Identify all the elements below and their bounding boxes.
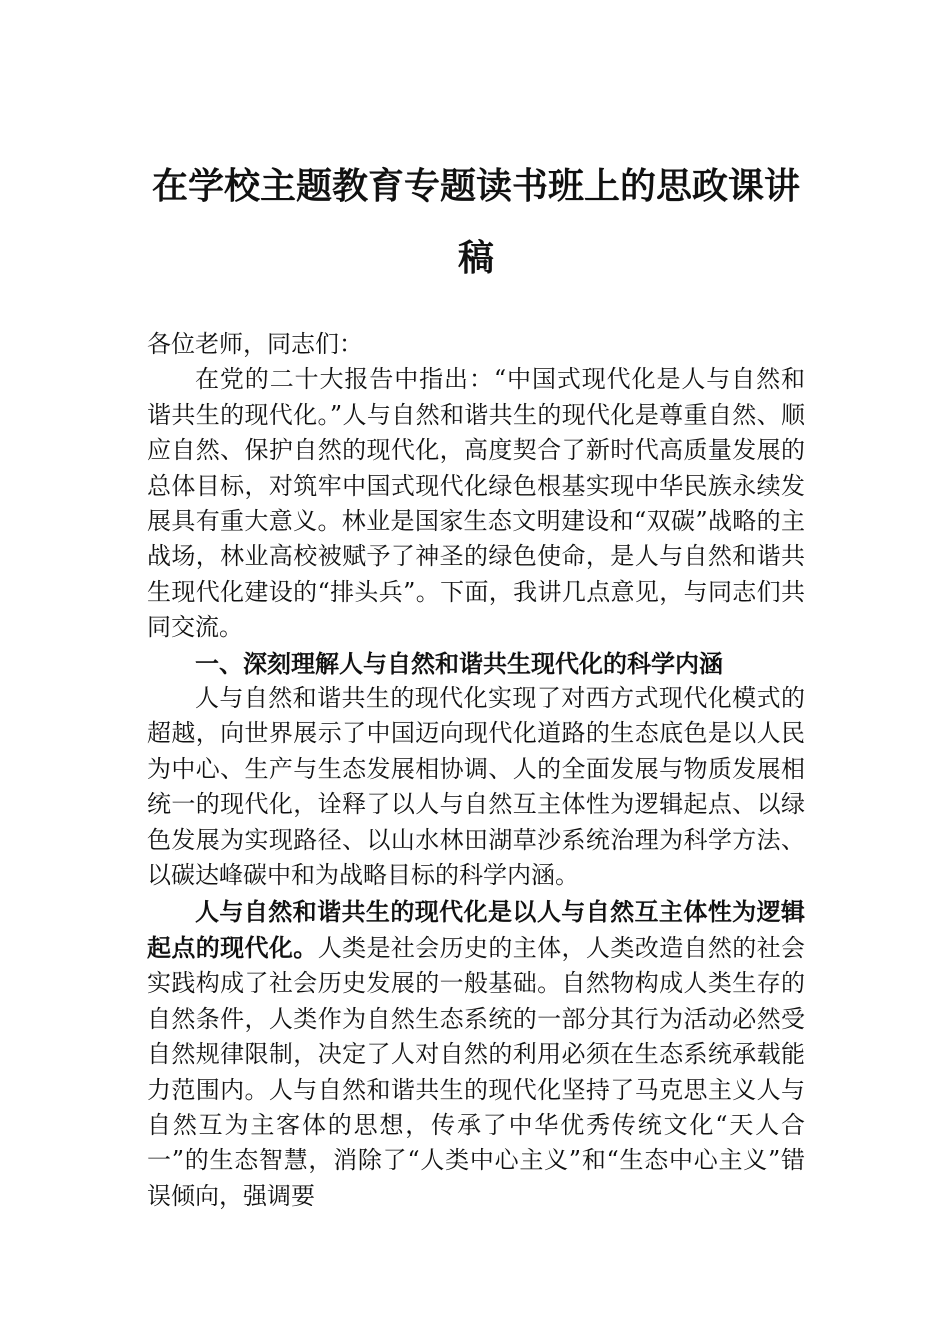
paragraph-scientific-connotation: 人与自然和谐共生的现代化实现了对西方式现代化模式的超越，向世界展示了中国迈向现代化道路的生态底色是以人民为中心、生产与生态发展相协调、人的全面发展与物质发展相统一的现代化，诠释了以人与自然互主体性为逻辑起点、以绿色发展为实现路径、以山水林田湖草沙系统治理为科学方法、以碳达峰碳中和为战略目标的科学内涵。: [147, 684, 805, 890]
salutation: 各位老师，同志们：: [147, 330, 363, 358]
title-line-1: 在学校主题教育专题读书班上的思政课讲: [151, 165, 800, 207]
title-line-2: 稿: [457, 237, 494, 279]
document-body: [147, 327, 805, 1214]
document-title: [147, 150, 805, 294]
paragraph-bold-lead: 人与自然和谐共生的现代化是以人与自然互主体性为逻辑起点的现代化。: [147, 896, 805, 962]
paragraph-intro: 在党的二十大报告中指出：“中国式现代化是人与自然和谐共生的现代化。”人与自然和谐共生的现代化是尊重自然、顺应自然、保护自然的现代化，高度契合了新时代高质量发展的总体目标，对筑牢中国式现代化绿色根基实现中华民族永续发展具有重大意义。林业是国家生态文明建设和“双碳”战略的主战场，林业高校被赋予了神圣的绿色使命，是人与自然和谐共生现代化建设的“排头兵”。下面，我讲几点意见，与同志们共同交流。: [147, 365, 805, 642]
paragraph-logical-starting-point: [147, 894, 805, 1215]
section-heading-1: 一、深刻理解人与自然和谐共生现代化的科学内涵: [195, 648, 723, 678]
paragraph-body-text: 人类是社会历史的主体，人类改造自然的社会实践构成了社会历史发展的一般基础。自然物构成人类生存的自然条件，人类作为自然生态系统的一部分其行为活动必然受自然规律限制，决定了人对自然的利用必须在生态系统承载能力范围内。人与自然和谐共生的现代化坚持了马克思主义人与自然互为主客体的思想，传承了中华优秀传统文化“天人合一”的生态智慧，消除了“人类中心主义”和“生态中心主义”错误倾向，强调要: [147, 933, 806, 1210]
